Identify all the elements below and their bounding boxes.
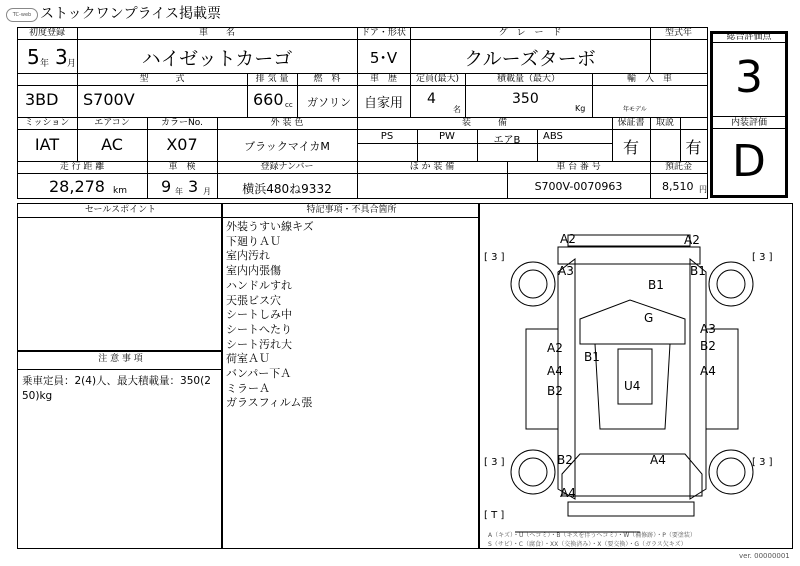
version-text: ver. 00000001 — [739, 552, 790, 560]
mark-a2-top-left: A2 — [560, 232, 576, 246]
manual: 有 — [685, 138, 702, 157]
model-year-label: 型式年 — [664, 28, 692, 38]
special-notes-list — [226, 220, 314, 411]
sales-point-label: セールスポイント — [84, 205, 157, 215]
inspection-month: 3 — [188, 177, 199, 196]
caution-label: 注 意 事 項 — [98, 354, 143, 364]
chassis: S700V-0070963 — [534, 180, 623, 193]
special-note-item: シートしみ中 — [226, 308, 292, 322]
interior-score-label: 内装評価 — [730, 118, 767, 128]
special-note-item: シート汚れ大 — [226, 337, 292, 351]
special-notes-panel — [222, 203, 479, 549]
mark-b2-right: B2 — [700, 339, 716, 353]
fuel: ガソリン — [307, 96, 351, 109]
import-label: 輸 入 車 — [626, 74, 672, 84]
car-name: ハイゼットカーゴ — [141, 48, 293, 70]
mark-b1-right-top: B1 — [690, 264, 706, 278]
mark-b1-front: B1 — [648, 278, 664, 292]
special-note-item: ミラーＡ — [226, 381, 270, 395]
grade-label: グ レ ー ド — [498, 28, 562, 38]
special-note-item: 荷室ＡＵ — [226, 352, 270, 366]
bracket-tl: [ 3 ] — [484, 252, 505, 263]
special-notes-label: 特記事項・不具合箇所 — [306, 205, 397, 215]
door-type-label: ドア・形状 — [361, 28, 406, 38]
deposit: 8,510 — [662, 180, 694, 193]
special-note-item: 下廻りＡＵ — [226, 234, 281, 248]
overall-score: 3 — [735, 52, 763, 103]
mark-b2-left: B2 — [547, 384, 563, 398]
car-outline-icon — [480, 204, 794, 550]
bracket-bl: [ 3 ] — [484, 457, 505, 468]
equip-pw: PW — [439, 131, 455, 142]
displacement-label: 排 気 量 — [255, 74, 289, 84]
mark-a4-bottom-right: A4 — [650, 453, 666, 467]
mission: IAT — [34, 135, 60, 154]
bracket-t: [ T ] — [484, 510, 505, 521]
inspection-month-unit: 月 — [203, 187, 211, 196]
model-prefix: 3BD — [25, 90, 59, 109]
mileage: 28,278 — [49, 177, 105, 196]
load-unit: Kg — [575, 104, 586, 113]
displacement-unit: cc — [285, 101, 293, 109]
mark-a4-left: A4 — [547, 364, 563, 378]
deposit-label: 預託金 — [664, 162, 692, 172]
bracket-tr: [ 3 ] — [752, 252, 773, 263]
load-label: 積載量（最大） — [496, 74, 560, 84]
aircon: AC — [101, 135, 123, 154]
inspection-label: 車 検 — [168, 162, 196, 172]
mark-b1-center: B1 — [584, 350, 600, 364]
displacement: 660 — [253, 90, 284, 109]
equipment-label: 装 備 — [461, 118, 507, 128]
mark-a4-bottom: A4 — [560, 486, 576, 500]
grade: クルーズターボ — [464, 48, 596, 70]
special-note-item: 外装うすい線キズ — [226, 220, 314, 233]
model: S700V — [83, 90, 135, 109]
bracket-br: [ 3 ] — [752, 457, 773, 468]
warranty: 有 — [622, 138, 639, 157]
damage-diagram — [479, 203, 793, 549]
door-type: 5･V — [369, 49, 398, 67]
logo: TC-web — [6, 8, 38, 22]
aircon-label: エアコン — [94, 118, 130, 128]
sales-point-panel — [17, 203, 222, 351]
equip-ps: PS — [380, 131, 394, 142]
legend-line-2: S（サビ）・C（腐食）・XX（交換済み）・X（要交換）・G（ガラス欠キズ） — [488, 541, 687, 548]
special-note-item: 天張ビス穴 — [226, 293, 281, 307]
capacity-unit: 名 — [453, 105, 461, 114]
manual-label: 取説 — [655, 118, 674, 128]
mark-a4-right: A4 — [700, 364, 716, 378]
inspection-year-unit: 年 — [175, 187, 183, 196]
capacity-label: 定員(最大) — [415, 74, 460, 84]
load: 350 — [512, 91, 539, 107]
mark-a2-top-right: A2 — [684, 233, 700, 247]
import-note: 年モデル — [623, 106, 647, 113]
first-reg-month-unit: 月 — [67, 59, 77, 69]
special-note-item: バンパー下Ａ — [226, 367, 292, 381]
first-reg-label: 初度登録 — [28, 28, 65, 38]
legend-line-1: A（キズ）・U（ヘコミ）・B（キズを伴うヘコミ）・W（補修跡）・P（要塗装） — [488, 532, 696, 539]
chassis-label: 車 台 番 号 — [556, 162, 601, 172]
first-reg-year-unit: 年 — [40, 59, 50, 69]
category: 自家用 — [363, 96, 403, 111]
score-box — [710, 31, 788, 198]
fuel-label: 燃 料 — [313, 74, 341, 84]
other-equipment-label: ほ か 装 備 — [409, 162, 455, 172]
mark-g: G — [644, 311, 654, 325]
car-name-label: 車 名 — [198, 28, 235, 38]
caution-panel — [17, 351, 222, 549]
equip-abs: ABS — [543, 131, 563, 142]
deposit-unit: 円 — [699, 185, 707, 194]
mission-label: ミッション — [24, 118, 70, 128]
overall-score-label: 総合評価点 — [726, 32, 772, 42]
interior-score: D — [732, 136, 766, 187]
exterior-color-label: 外 装 色 — [270, 118, 304, 128]
exterior-color: ブラックマイカM — [244, 140, 330, 153]
warranty-label: 保証書 — [617, 118, 645, 128]
special-note-item: ガラスフィルム張 — [226, 396, 313, 410]
mark-b2-bottom-left: B2 — [557, 453, 573, 467]
special-note-item: 室内汚れ — [226, 249, 270, 263]
inspection-year: 9 — [161, 177, 172, 196]
caution-text: 乗車定員：2(4)人、最大積載量：350(250)kg — [22, 375, 211, 402]
mark-a2-left: A2 — [547, 341, 563, 355]
info-grid — [17, 27, 792, 199]
special-note-item: シートへたり — [226, 322, 292, 336]
special-note-item: 室内内張傷 — [226, 264, 281, 278]
color-no-label: カラーNo. — [161, 118, 203, 128]
color-no: X07 — [166, 135, 198, 154]
mark-a3-left: A3 — [558, 264, 574, 278]
category-label: 車 歴 — [369, 74, 397, 84]
plate: 横浜480ね9332 — [242, 182, 332, 196]
capacity: 4 — [427, 91, 436, 107]
page-title: ストックワンプライス掲載票 — [40, 6, 222, 22]
mileage-label: 走 行 距 離 — [59, 162, 105, 172]
first-reg-month: 3 — [55, 45, 68, 69]
first-reg-year: 5 — [27, 45, 40, 69]
model-label: 型 式 — [139, 74, 185, 84]
equip-airbag: エアB — [493, 135, 521, 146]
special-note-item: ハンドルすれ — [226, 278, 292, 292]
mileage-unit: km — [113, 186, 127, 196]
mark-u4: U4 — [624, 379, 641, 393]
plate-label: 登録ナンバー — [260, 162, 314, 172]
mark-a3-right: A3 — [700, 322, 716, 336]
